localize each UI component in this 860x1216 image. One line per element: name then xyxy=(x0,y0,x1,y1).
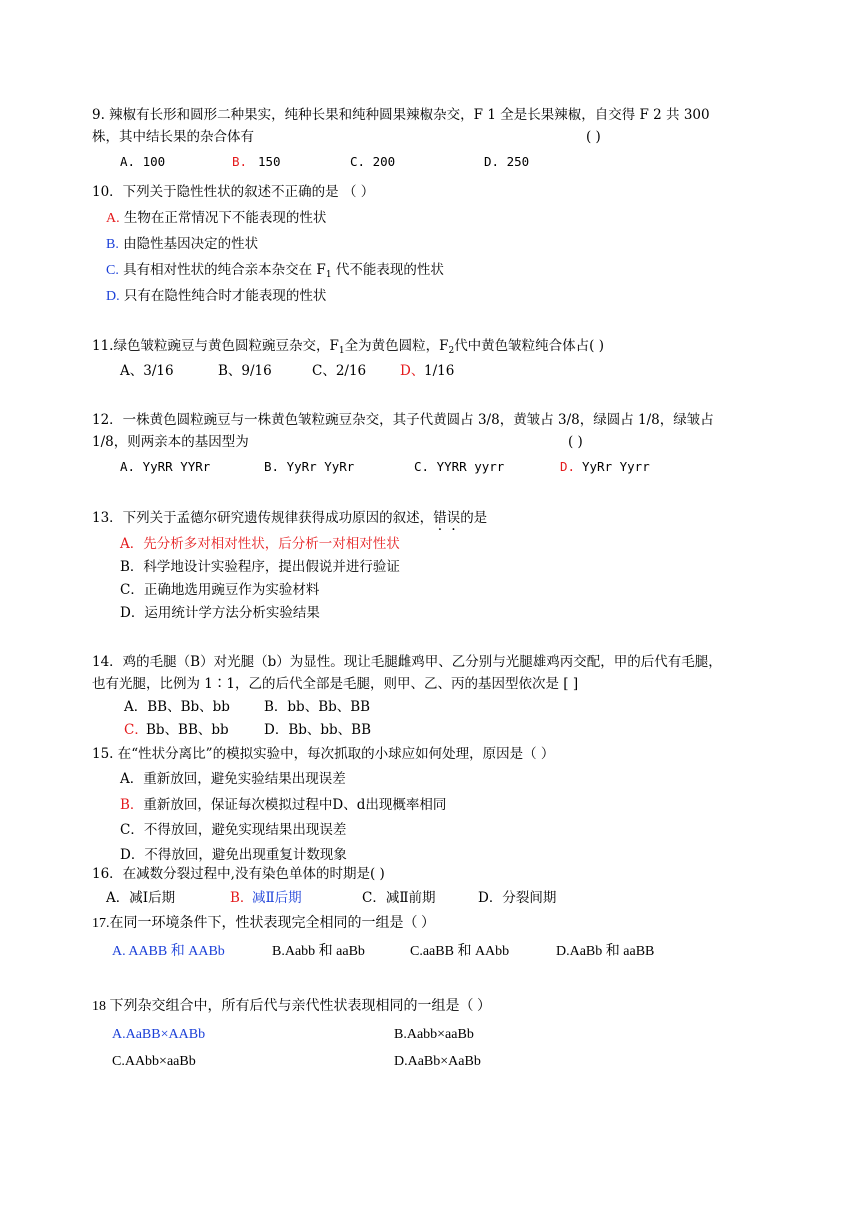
q15-option-a-letter: A． xyxy=(120,771,144,787)
q11-option-c: C、2/16 xyxy=(312,363,367,379)
q13-option-c: C．正确地选用豌豆作为实验材料 xyxy=(120,582,320,598)
q11-option-a: A、3/16 xyxy=(120,363,174,379)
question-9-line-1: 9. 辣椒有长形和圆形二种果实，纯种长果和纯种圆果辣椒杂交，F 1 全是长果辣椒，自交得 F 2 共 300 xyxy=(92,107,710,123)
question-9-answer-paren: ( ) xyxy=(586,129,601,145)
q10-option-a-letter: A. xyxy=(106,211,120,226)
q9-option-d: D. 250 xyxy=(484,154,530,169)
q12-option-c: C. YYRR yyrr xyxy=(414,459,505,474)
q10-option-a xyxy=(106,207,326,230)
q10-option-b-letter: B. xyxy=(106,237,119,252)
question-10-stem: 10．下列关于隐性性状的叙述不正确的是 （ ） xyxy=(92,184,375,200)
q10-option-c-text-b: 代不能表现的性状 xyxy=(331,262,444,278)
q16-option-c: C．减Ⅱ前期 xyxy=(362,890,436,906)
q18-option-b: B.Aabb×aaBb xyxy=(394,1027,474,1042)
question-16-stem: 16．在减数分裂过程中,没有染色单体的时期是( ) xyxy=(92,866,385,882)
q9-option-a: A. 100 xyxy=(120,154,166,169)
question-14-line-1: 14．鸡的毛腿（B）对光腿（b）为显性。现让毛腿雌鸡甲、乙分别与光腿雄鸡丙交配，甲的后代有毛腿， xyxy=(92,654,722,670)
q12-option-d-text: YyRr Yyrr xyxy=(582,459,650,474)
q13-emphasis-1: 错 xyxy=(433,510,447,526)
q11-option-b: B、9/16 xyxy=(218,363,272,379)
q15-option-c-text: 不得放回，避免实现结果出现误差 xyxy=(143,822,347,838)
q13-stem-part-a: 13．下列关于孟德尔研究遗传规律获得成功原因的叙述， xyxy=(92,510,434,526)
q17-option-b: B.Aabb 和 aaBb xyxy=(272,944,365,959)
question-14-line-2: 也有光腿，比例为 1∶1，乙的后代全部是毛腿，则甲、乙、丙的基因型依次是 [ ] xyxy=(92,676,579,692)
q15-option-b-text: 重新放回，保证每次模拟过程中D、d出现概率相同 xyxy=(143,797,447,813)
q10-option-b-text: 由隐性基因决定的性状 xyxy=(123,236,259,252)
question-15-stem: 15. 在“性状分离比”的模拟实验中，每次抓取的小球应如何处理，原因是（ ） xyxy=(92,746,555,762)
q10-option-c xyxy=(106,259,444,286)
question-13-stem xyxy=(92,507,487,529)
q15-option-c xyxy=(120,819,346,841)
q13-emphasis-2: 误 xyxy=(446,510,461,526)
q14-option-a: A．BB、Bb、bb xyxy=(124,699,230,715)
q13-option-b: B．科学地设计实验程序，提出假说并进行验证 xyxy=(120,559,400,575)
q9-option-b-text: 150 xyxy=(258,154,281,169)
q15-option-d-text: 不得放回，避免出现重复计数现象 xyxy=(144,847,347,863)
q10-option-c-text-a: 具有相对性状的纯合亲本杂交在 F xyxy=(123,262,326,278)
question-12-line-2: 1/8，则两亲本的基因型为 xyxy=(92,434,249,450)
q16-option-b-letter: B． xyxy=(230,890,254,906)
q17-option-d: D.AaBb 和 aaBB xyxy=(556,944,655,959)
q13-option-d: D．运用统计学方法分析实验结果 xyxy=(120,605,320,621)
q10-option-d-letter: D. xyxy=(106,289,120,304)
q10-option-d xyxy=(106,285,326,308)
q15-option-c-letter: C． xyxy=(120,822,144,838)
q18-option-c: C.AAbb×aaBb xyxy=(112,1054,196,1069)
q15-option-a xyxy=(120,768,346,790)
q18-option-d: D.AaBb×AaBb xyxy=(394,1054,481,1069)
q10-option-d-text: 只有在隐性纯合时才能表现的性状 xyxy=(123,288,327,304)
q14-option-c-letter: C． xyxy=(124,722,148,738)
q11-subscript-1: 1 xyxy=(338,346,345,356)
q11-stem-part-a: 11.绿色皱粒豌豆与黄色圆粒豌豆杂交，F xyxy=(92,338,339,354)
q10-option-b xyxy=(106,233,258,256)
q9-option-c: C. 200 xyxy=(350,154,396,169)
question-12-answer-paren: ( ) xyxy=(568,434,583,450)
q15-option-b-letter: B． xyxy=(120,797,144,813)
question-9-line-2: 株，其中结长果的杂合体有 xyxy=(92,129,254,145)
q16-option-b-text: 减Ⅱ后期 xyxy=(252,890,302,906)
q15-option-b xyxy=(120,794,446,816)
q13-stem-part-b: 的是 xyxy=(460,510,488,526)
q11-option-d-text: 1/16 xyxy=(424,363,455,379)
q9-option-b-letter: B. xyxy=(232,154,248,169)
question-11-stem xyxy=(92,335,604,362)
q17-option-c: C.aaBB 和 AAbb xyxy=(410,944,510,959)
q14-option-c-text: Bb、BB、bb xyxy=(146,722,229,738)
question-12-line-1: 12．一株黄色圆粒豌豆与一株黄色皱粒豌豆杂交，其子代黄圆占 3/8，黄皱占 3/8，绿圆占 1/8，绿皱占 xyxy=(92,412,714,428)
q15-option-a-text: 重新放回，避免实验结果出现误差 xyxy=(143,771,346,787)
q15-option-d-letter: D． xyxy=(120,847,145,863)
q16-option-a: A．减Ⅰ后期 xyxy=(106,890,176,906)
q14-option-b: B．bb、Bb、BB xyxy=(264,699,371,715)
q11-subscript-2: 2 xyxy=(448,346,455,356)
q11-stem-part-b: 全为黄色圆粒，F xyxy=(344,338,449,354)
q11-stem-part-c: 代中黄色皱粒纯合体占( ) xyxy=(454,338,605,354)
q12-option-b: B. YyRr YyRr xyxy=(264,459,355,474)
q10-option-c-letter: C. xyxy=(106,263,119,278)
q16-option-d: D．分裂间期 xyxy=(478,890,557,906)
q10-option-c-subscript: 1 xyxy=(325,270,332,280)
q18-option-a: A.AaBB×AABb xyxy=(112,1027,206,1042)
q14-option-d: D．Bb、bb、BB xyxy=(264,722,372,738)
q12-option-d-letter: D. xyxy=(560,459,576,474)
q11-option-d-letter: D、 xyxy=(400,363,425,379)
q13-option-a: A．先分析多对相对性状，后分析一对相对性状 xyxy=(120,536,400,552)
question-17-stem: 17.在同一环境条件下，性状表现完全相同的一组是（ ） xyxy=(92,916,435,931)
q10-option-a-text: 生物在正常情况下不能表现的性状 xyxy=(123,210,327,226)
q12-option-a: A. YyRR YYRr xyxy=(120,459,211,474)
question-18-stem: 18 下列杂交组合中，所有后代与亲代性状表现相同的一组是（ ） xyxy=(92,999,491,1014)
q17-option-a: A. AABB 和 AABb xyxy=(112,944,225,959)
